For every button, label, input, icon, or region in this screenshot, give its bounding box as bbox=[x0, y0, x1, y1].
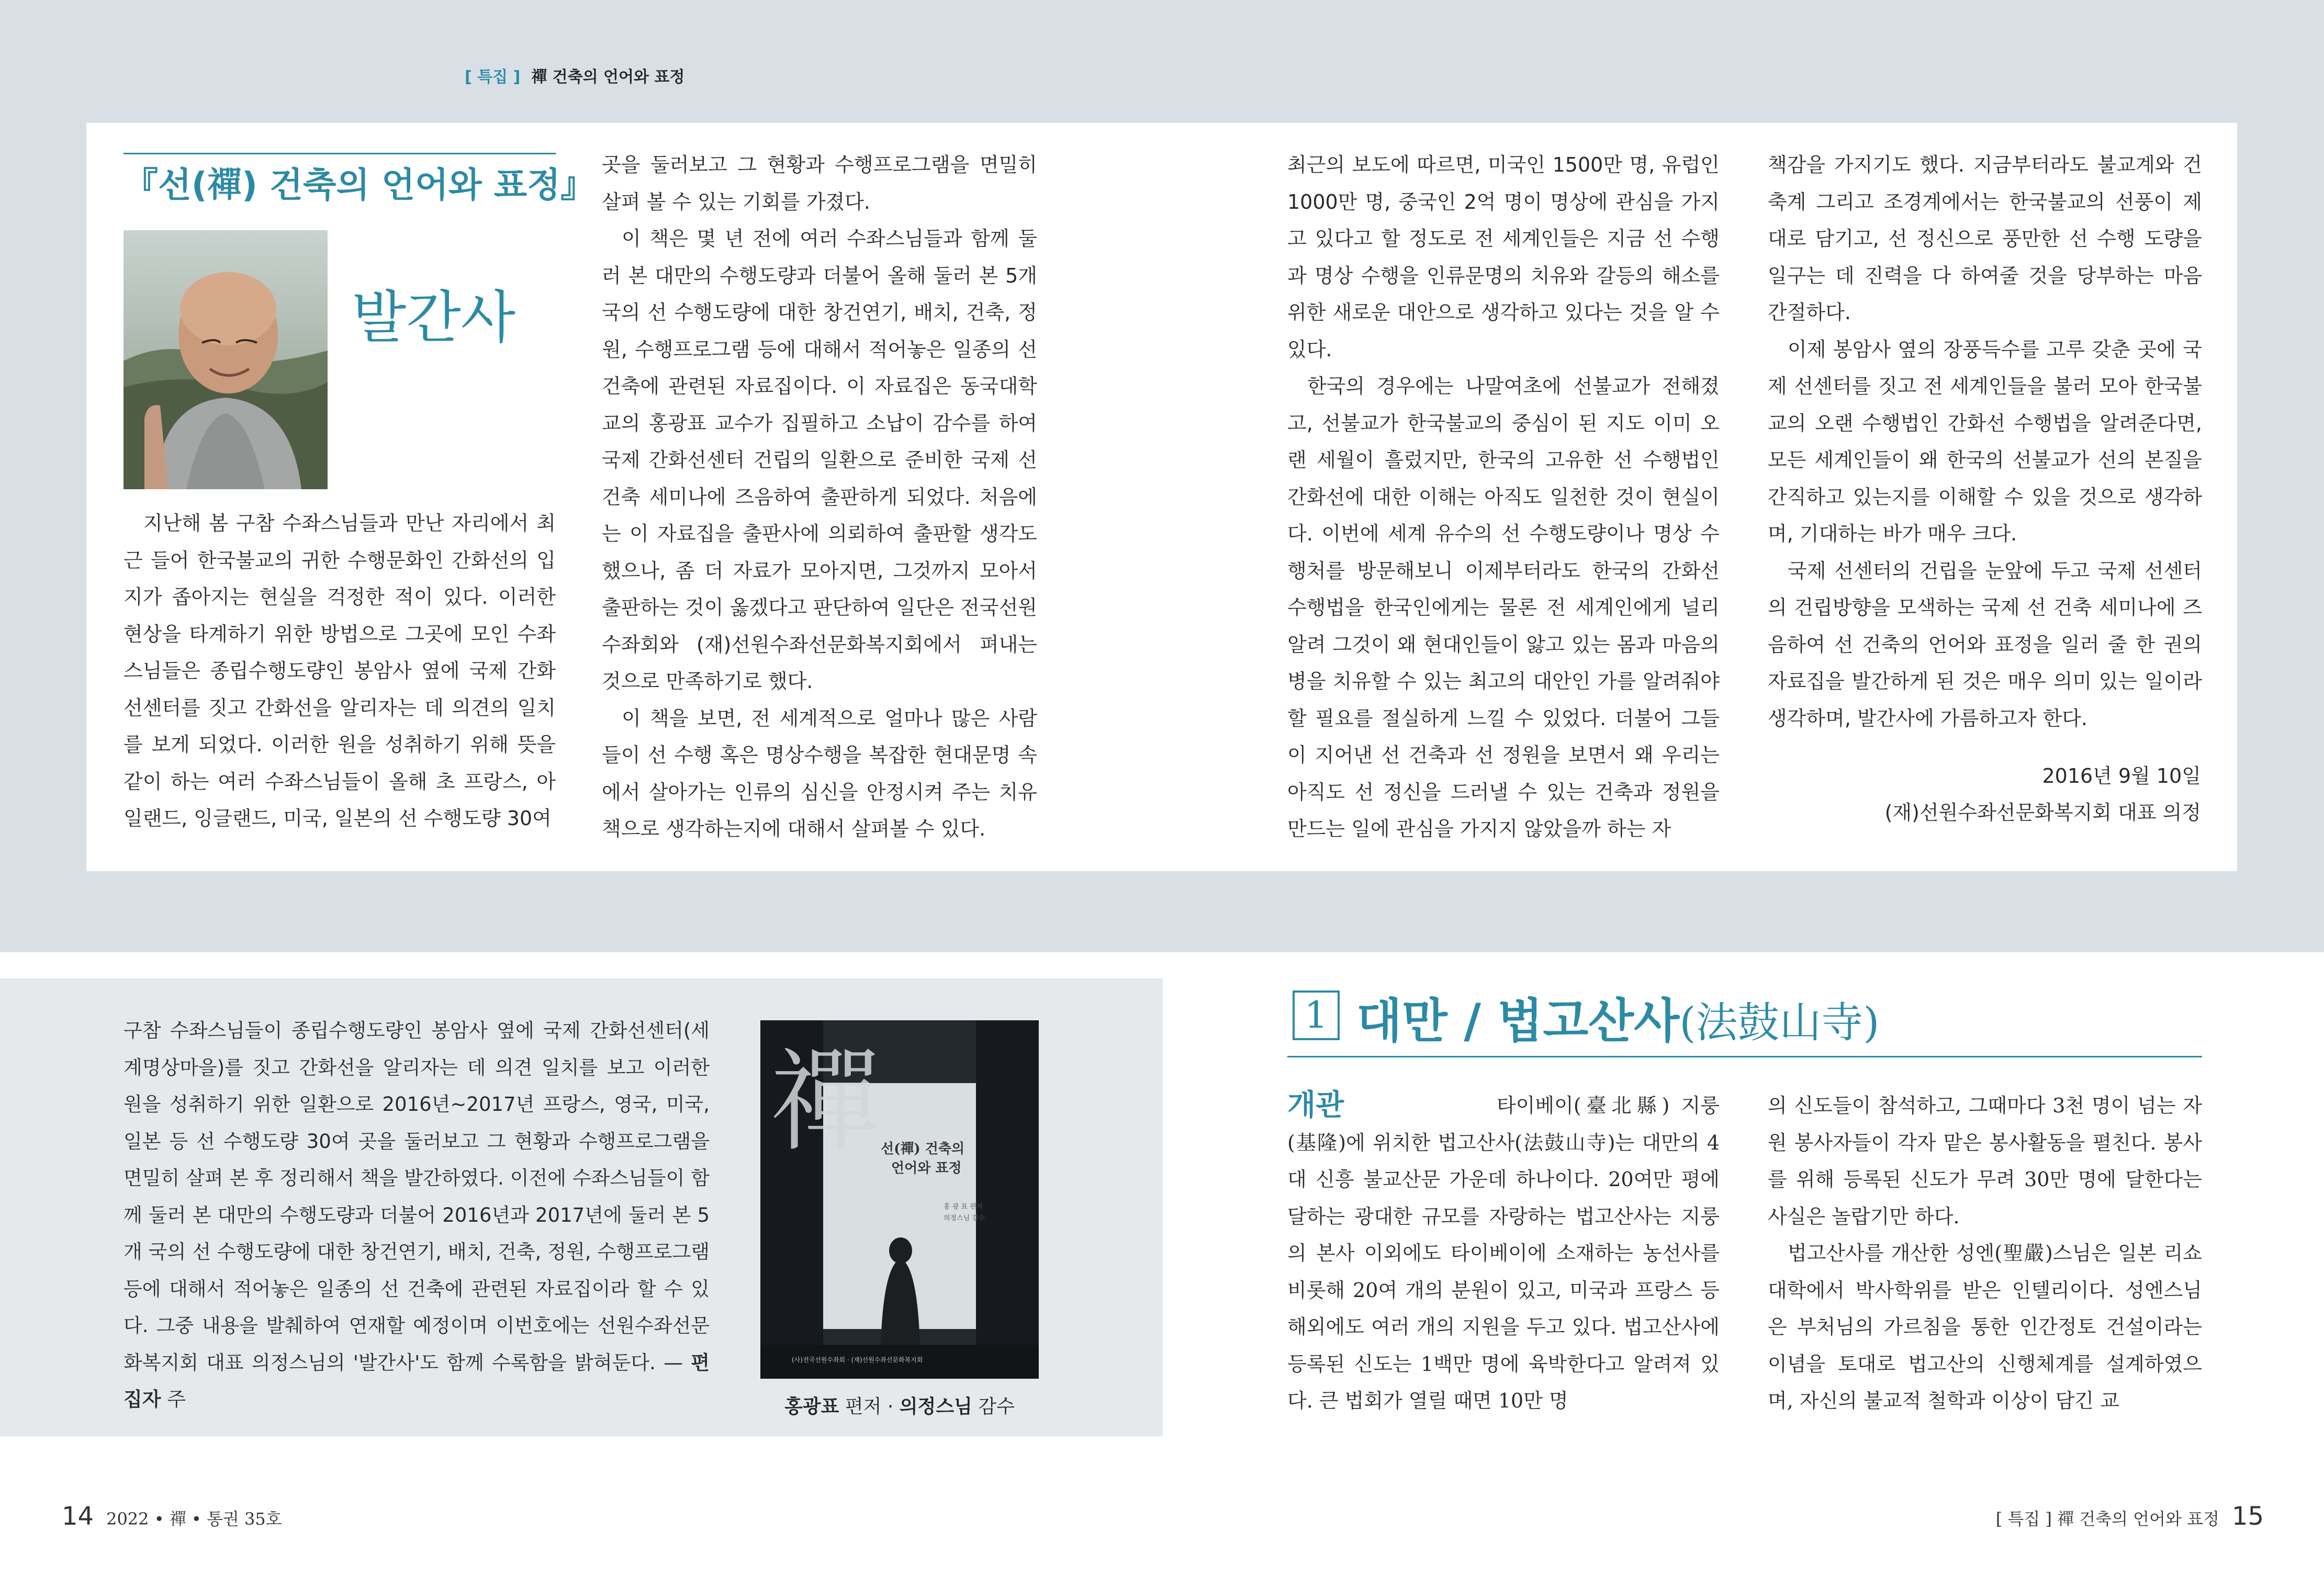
title-rule bbox=[124, 153, 556, 154]
cover-publisher: (사)전국선원수좌회 · (재)선원수좌선문화복지회 bbox=[792, 1356, 923, 1364]
paragraph: 의 신도들이 참석하고, 그때마다 3천 명이 넘는 자원 봉사자들이 각자 맡은 봉사활동을 펼친다. 봉사를 위해 등록된 신도가 무려 30만 명에 달한다는 사실은 놀랍기만 하다. bbox=[1768, 1094, 2202, 1228]
preface-column-4 bbox=[1768, 147, 2202, 737]
editor-label: 편집자 bbox=[124, 1351, 710, 1411]
cover-calligraphy: 禪 bbox=[770, 1038, 880, 1166]
running-header: [ 특집 ] 禪 건축의 언어와 표정 bbox=[465, 68, 685, 86]
page-number-left: 14 bbox=[62, 1502, 94, 1531]
section-column-1: 타이베이(臺北縣) 지룽(基隆)에 위치한 법고산사(法鼓山寺)는 대만의 4대 신흥 불교산문 가운데 하나이다. 20여만 평에 달하는 광대한 규모를 자랑하는 법고산사는 지룽의 본사 이외에도 타이베이에 소재하는 농선사를 비롯해 20여 개의 분원이 있고, 미국과 프랑스 등 해외에도 여러 개의 지원을 두고 있다. 법고산사에 등록된 신도는 1백만 명에 육박한다고 알려져 있다. 큰 법회가 열릴 때면 10만 명 bbox=[1287, 1094, 1720, 1412]
preface-column-3 bbox=[1287, 147, 1720, 848]
preface-date: 2016년 9월 10일 bbox=[2042, 764, 2201, 787]
footer-publication: 2022 • 禪 • 통권 35호 bbox=[106, 1509, 282, 1529]
preface-column-2 bbox=[602, 147, 1037, 848]
paragraph: 곳을 둘러보고 그 현황과 수행프로그램을 면밀히 살펴 볼 수 있는 기회를 가졌다. bbox=[602, 153, 1037, 213]
paragraph: 책감을 가지기도 했다. 지금부터라도 불교계와 건축계 그리고 조경계에서는 한국불교의 선풍이 제대로 담기고, 선 정신으로 풍만한 선 수행 도량을 일구는 데 진력을 다 하여줄 것을 당부하는 마음 간절하다. bbox=[1768, 153, 2202, 324]
footer-left bbox=[62, 1502, 282, 1531]
section-rule bbox=[1287, 1056, 2202, 1057]
book-cover-image bbox=[760, 1020, 1039, 1379]
overview-label: 개관 bbox=[1287, 1088, 1344, 1122]
footer-right bbox=[1996, 1502, 2264, 1531]
header-title: 禪 건축의 언어와 표정 bbox=[531, 68, 685, 86]
header-tag: 특집 bbox=[477, 68, 508, 86]
section-column-2 bbox=[1768, 1087, 2202, 1420]
paragraph: 법고산사를 개산한 성엔(聖嚴)스님은 일본 리쇼대학에서 박사학위를 받은 인텔리이다. 성엔스님은 부처님의 가르침을 통한 인간정토 건설이라는 이념을 토대로 법고산의 신행체계를 설계하였으며, 자신의 불교적 철학과 이상이 담긴 교 bbox=[1768, 1242, 2202, 1412]
monk-portrait-photo bbox=[124, 230, 328, 489]
paragraph: 한국의 경우에는 나말여초에 선불교가 전해졌고, 선불교가 한국불교의 중심이 된 지도 이미 오랜 세월이 흘렀지만, 한국의 고유한 선 수행법인 간화선에 대한 이해는 아직도 일천한 것이 현실이다. 이번에 세계 유수의 선 수행도량이나 명상 수행처를 방문해보니 이제부터라도 한국의 간화선 수행법을 한국인에게는 물론 전 세계인에게 널리 알려 그것이 왜 현대인들이 앓고 있는 몸과 마음의 병을 치유할 수 있는 최고의 대안인 가를 알려줘야 할 필요를 절실하게 느낄 수 있었다. 더불어 그들이 지어낸 선 건축과 선 정원을 보면서 왜 우리는 아직도 선 정신을 드러낼 수 있는 건축과 정원을 만드는 일에 관심을 가지지 않았을까 하는 자 bbox=[1287, 375, 1720, 840]
paragraph: 이 책은 몇 년 전에 여러 수좌스님들과 함께 둘러 본 대만의 수행도량과 더불어 올해 둘러 본 5개 국의 선 수행도량에 대한 창건연기, 배치, 건축, 정원, 수행프로그램 등에 대해서 적어놓은 일종의 선 건축에 관련된 자료집이다. 이 자료집은 동국대학교의 홍광표 교수가 집필하고 소납이 감수를 하여 국제 간화선센터 건립의 일환으로 준비한 국제 선 건축 세미나에 즈음하여 출판하게 되었다. 처음에는 이 자료집을 출판사에 의뢰하여 출판할 생각도 했으나, 좀 더 자료가 모아지면, 그것까지 모아서 출판하는 것이 옳겠다고 판단하여 일단은 전국선원수좌회와 (재)선원수좌선문화복지회에서 펴내는 것으로 만족하기로 했다. bbox=[602, 227, 1037, 693]
preface-signature: (재)선원수좌선문화복지회 대표 의정 bbox=[1884, 801, 2201, 824]
cover-title-1: 선(禪) 건축의 bbox=[881, 1141, 965, 1157]
paragraph: 국제 선센터의 건립을 눈앞에 두고 국제 선센터의 건립방향을 모색하는 국제 선 건축 세미나에 즈음하여 선 건축의 언어와 표정을 일러 줄 한 권의 자료집을 발간하게 된 것은 매우 의미 있는 일이라 생각하며, 발간사에 가름하고자 한다. bbox=[1768, 559, 2202, 730]
page-number-right: 15 bbox=[2231, 1502, 2264, 1531]
section-title: 대만 / 법고산사(法鼓山寺) bbox=[1356, 994, 1880, 1049]
paragraph: 최근의 보도에 따르면, 미국인 1500만 명, 유럽인 1000만 명, 중국인 2억 명이 명상에 관심을 가지고 있다고 할 정도로 전 세계인들은 지금 선 수행과 명상 수행을 인류문명의 치유와 갈등의 해소를 위한 새로운 대안으로 생각하고 있다는 것을 알 수 있다. bbox=[1287, 153, 1720, 361]
paragraph: 지난해 봄 구참 수좌스님들과 만난 자리에서 최근 들어 한국불교의 귀한 수행문화인 간화선의 입지가 좁아지는 현실을 걱정한 적이 있다. 이러한 현상을 타계하기 위한 방법으로 그곳에 모인 수좌스님들은 종립수행도량인 봉암사 옆에 국제 간화선센터를 짓고 간화선을 알리자는 데 의견의 일치를 보게 되었다. 이러한 원을 성취하기 위해 뜻을 같이 하는 여러 수좌스님들이 올해 초 프랑스, 아일랜드, 잉글랜드, 미국, 일본의 선 수행도량 30여 bbox=[124, 512, 556, 830]
cover-credit-2: 의정스님 감수 bbox=[944, 1214, 985, 1222]
preface-subtitle: 발간사 bbox=[352, 285, 515, 351]
book-caption: 홍광표 편저 · 의정스님 감수 bbox=[784, 1396, 1015, 1417]
cover-title-2: 언어와 표정 bbox=[891, 1161, 962, 1176]
cover-credit-1: 홍 광 표 편저 bbox=[944, 1203, 983, 1211]
editor-intro: 구참 수좌스님들이 종립수행도량인 봉암사 옆에 국제 간화선센터(세계명상마을)를 짓고 간화선을 알리자는 데 의견 일치를 보고 이러한 원을 성취하기 위한 일환으로 2016년~2017년 프랑스, 영국, 미국, 일본 등 선 수행도량 30여 곳을 둘러보고 그 현황과 수행프로그램을 면밀히 살펴 본 후 정리해서 책을 발간하였다. 이전에 수좌스님들이 함께 둘러 본 대만의 수행도량과 더불어 2016년과 2017년에 둘러 본 5개 국의 선 수행도량에 대한 창건연기, 배치, 건축, 정원, 수행프로그램 등에 대해서 적어놓은 일종의 선 건축에 관련된 자료집이라 할 수 있다. 그중 내용을 발췌하여 연재할 예정이며 이번호에는 선원수좌선문화복지회 대표 의정스님의 '발간사'도 함께 수록함을 밝혀둔다. — 편집자 주 bbox=[124, 1019, 710, 1411]
preface-column-1 bbox=[124, 505, 556, 837]
paragraph: 이 책을 보면, 전 세계적으로 얼마나 많은 사람들이 선 수행 혹은 명상수행을 복잡한 현대문명 속에서 살아가는 인류의 심신을 안정시켜 주는 치유책으로 생각하는지에 대해서 살펴볼 수 있다. bbox=[602, 706, 1037, 840]
paragraph: 이제 봉암사 옆의 장풍득수를 고루 갖춘 곳에 국제 선센터를 짓고 전 세계인들을 불러 모아 한국불교의 오랜 수행법인 간화선 수행법을 알려준다면, 모든 세계인들이 왜 한국의 선불교가 선의 본질을 간직하고 있는지를 이해할 수 있을 것으로 생각하며, 기대하는 바가 매우 크다. bbox=[1768, 337, 2202, 545]
section-number: 1 bbox=[1293, 990, 1340, 1040]
footer-section: [ 특집 ] 禪 건축의 언어와 표정 bbox=[1995, 1509, 2219, 1529]
preface-title: 『선(禪) 건축의 언어와 표정』 bbox=[124, 165, 596, 205]
